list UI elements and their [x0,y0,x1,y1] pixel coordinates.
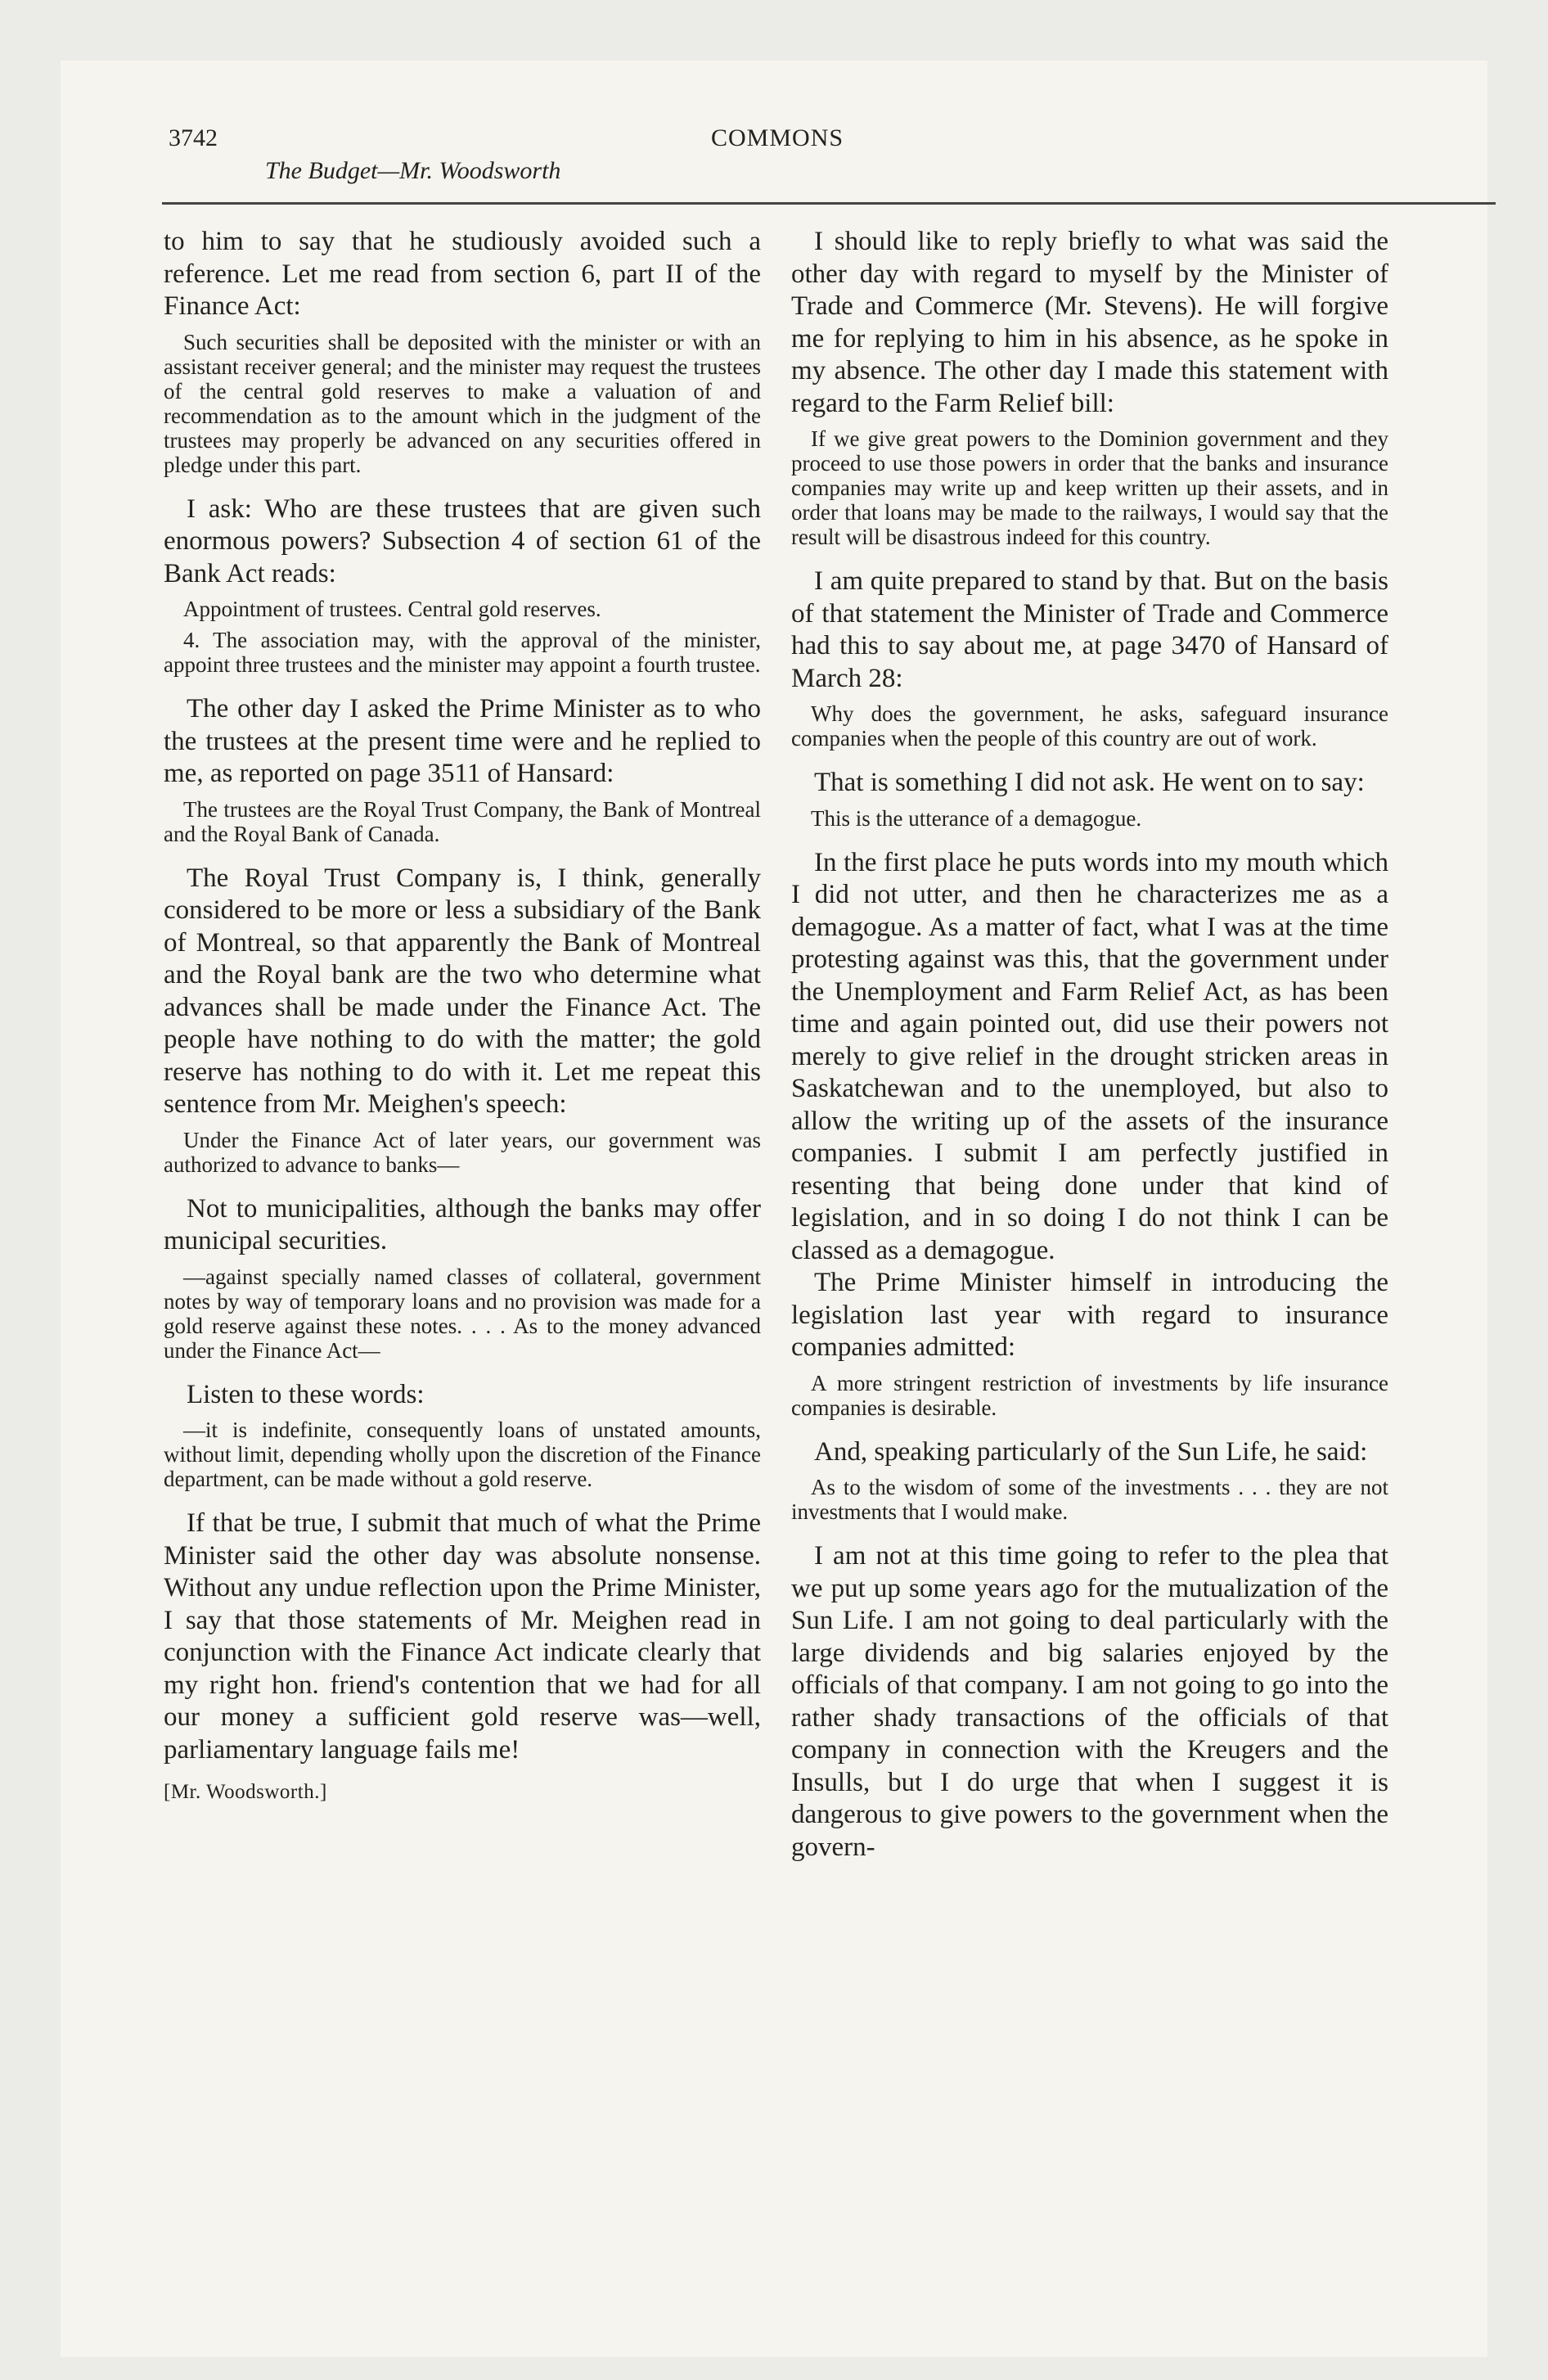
paragraph: The other day I asked the Prime Minister as to who the trustees at the present time were and he replied to me, as reported on page 3511 of Hansard: [164,694,761,788]
paragraph: The Royal Trust Company is, I think, generally considered to be more or less a subsidiary of the Bank of Montreal, so that apparently the Bank of Montreal and the Royal bank are the two who determine what advances shall be made under the Finance Act. The people have nothing to do with the matter; the gold reserve has nothing to do with it. Let me repeat this sentence from Mr. Meighen's speech: [164,863,761,1119]
quoted-text: This is the utterance of a demagogue. [811,805,1142,831]
quoted-text: —it is indefinite, consequently loans of unstated amounts, without limit, depending wholly upon the discretion of the Finance department, can be made without a gold reserve. [164,1418,761,1491]
quoted-text: If we give great powers to the Dominion government and they proceed to use those powers in order that the banks and insurance companies may write up and keep written up their assets, and in order that loans may be made to the railways, I would say that the result will be disastrous indeed for this country. [791,426,1388,549]
paragraph: That is something I did not ask. He went on to say: [814,768,1365,797]
paragraph: I ask: Who are these trustees that are given such enormous powers? Subsection 4 of section 61 of the Bank Act reads: [164,494,761,588]
paragraph: I am not at this time going to refer to the plea that we put up some years ago for the mutualization of the Sun Life. I am not going to deal particularly with the large dividends and big salaries enjoyed by the officials of that company. I am not going to go into the rather shady transactions of the officials of that company in connection with the Kreugers and the Insulls, but I do urge that when I suggest it is dangerous to give powers to the government when the govern- [791,1541,1388,1862]
quoted-text: Under the Finance Act of later years, our government was authorized to advance to banks— [164,1127,761,1177]
page-number: 3742 [169,124,218,151]
paragraph: Listen to these words: [187,1379,425,1409]
quoted-text: As to the wisdom of some of the investments . . . they are not investments that I would make. [791,1475,1388,1524]
paragraph: I am quite prepared to stand by that. But on the basis of that statement the Minister of Trade and Commerce had this to say about me, at page 3470 of Hansard of March 28: [791,566,1388,693]
paragraph: The Prime Minister himself in introducing the legislation last year with regard to insurance companies admitted: [791,1268,1388,1362]
speaker-tag: [Mr. Woodsworth.] [164,1781,327,1803]
right-column [791,226,1388,1864]
quoted-text: A more stringent restriction of investments by life insurance companies is desirable. [791,1370,1388,1420]
left-column [164,226,761,1804]
paragraph: If that be true, I submit that much of what the Prime Minister said the other day was absolute nonsense. Without any undue reflection upon the Prime Minister, I say that those statements of Mr. Meighen read in conjunction with the Finance Act indicate clearly that my right hon. friend's contention that we had for all our money a sufficient gold reserve was—well, parliamentary language fails me! [164,1508,761,1765]
quoted-text: Why does the government, he asks, safeguard insurance companies when the people of this country are out of work. [791,701,1388,751]
paragraph: And, speaking particularly of the Sun Life, he said: [814,1436,1368,1467]
paragraph: In the first place he puts words into my mouth which I did not utter, and then he characterizes me as a demagogue. As a matter of fact, what I was at the time protesting against was this, that the government under the Unemployment and Farm Relief Act, as has been time and again pointed out, did use their powers not merely to give relief in the drought stricken areas in Saskatchewan and to the unemployed, but also to allow the writing up of the assets of the insurance companies. I submit I am perfectly justified in resenting that being done under that kind of legislation, and in so doing I do not think I can be classed as a demagogue. [791,847,1388,1265]
section-title: COMMONS [711,124,844,151]
quoted-text: Such securities shall be deposited with the minister or with an assistant receiver general; and the minister may request the trustees of the central gold reserves to make a valuation of and recommendation as to the amount which in the judgment of the trustees may properly be advanced on any securities offered in pledge under this part. [164,329,761,477]
quoted-text: The trustees are the Royal Trust Company, the Bank of Montreal and the Royal Bank of Canada. [164,796,761,846]
paragraph: Not to municipalities, although the banks may offer municipal securities. [164,1193,761,1255]
quoted-text: Appointment of trustees. Central gold reserves. [183,597,601,621]
header-rule [162,202,1496,205]
paragraph: I should like to reply briefly to what was said the other day with regard to myself by the Minister of Trade and Commerce (Mr. Stevens). He will forgive me for replying to him in his absence, as he spoke in my absence. The other day I made this statement with regard to the Farm Relief bill: [791,227,1388,418]
paragraph: to him to say that he studiously avoided such a reference. Let me read from section 6, part II of the Finance Act: [164,227,761,321]
quoted-text: —against specially named classes of collateral, government notes by way of temporary loans and no provision was made for a gold reserve against these notes. . . . As to the money advanced under the Finance Act— [164,1264,761,1363]
page-header [61,61,1487,208]
running-title: The Budget—Mr. Woodsworth [265,157,561,184]
page-sheet [61,61,1487,2357]
quoted-text: 4. The association may, with the approval of the minister, appoint three trustees and the minister may appoint a fourth trustee. [164,628,761,677]
